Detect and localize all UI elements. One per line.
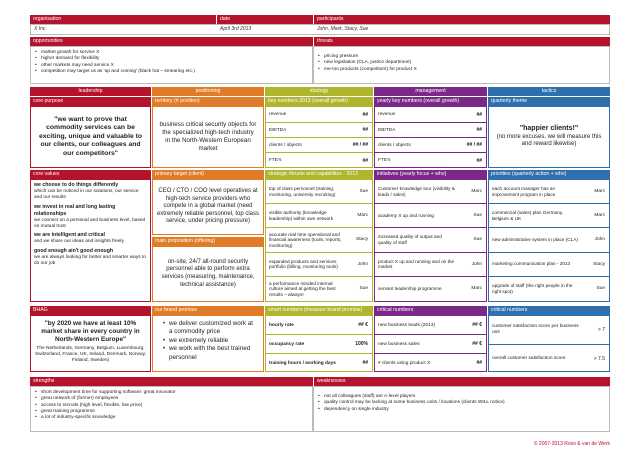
thrust-row <box>266 180 372 204</box>
priority-row-text: commercial (sales) plan Germany, Belgium & UK <box>492 210 564 221</box>
section-strategy: strategy <box>265 87 373 96</box>
core-value-2-text: we connect on a personal and business level, based on mutual trust <box>34 217 146 229</box>
opportunity-item: • market growth for service X <box>35 50 308 56</box>
core-purpose-box <box>30 106 151 168</box>
bhag-label: BHAG <box>30 306 151 315</box>
cn-key: new business sales <box>378 341 420 347</box>
kn-row <box>266 138 372 153</box>
weaknesses-list <box>314 387 609 416</box>
key-numbers-2013-label: key numbers 2013 (overall growth) <box>265 97 373 106</box>
priority-row-text: each account manager has an improvement program in place <box>492 186 556 197</box>
strengths-label: strengths <box>30 377 313 386</box>
quarterly-theme-box <box>488 106 610 168</box>
participants-label: participants <box>313 15 610 24</box>
priority-row <box>489 277 609 301</box>
quarterly-theme-label: quarterly theme <box>488 97 610 106</box>
main-proposition-text: on-site, 24/7 all-round security personnel able to perform extra services (measuring, maintenance, technical assistance) <box>161 258 255 288</box>
priority-row <box>489 180 609 204</box>
initiative-row-owner: Marc <box>471 286 482 292</box>
kn-key: revenue <box>269 112 287 117</box>
brand-promise-box <box>152 315 264 372</box>
cn-row <box>375 335 486 354</box>
priority-row-owner: Marc <box>594 189 605 195</box>
cn-value: ## <box>476 360 482 366</box>
brand-promise-list <box>153 316 263 366</box>
critical-numbers-tactics-box <box>488 315 610 372</box>
priority-row-text: new administrative system in place (CLA) <box>492 237 578 243</box>
section-management: management <box>374 87 487 96</box>
bhag-box <box>30 315 151 372</box>
bhag-text: The Netherlands, Germany, Belgium, Luxembourg, Switzerland, France, UK, Ireland, Denmark, Norway, Finland, Sweden) <box>34 346 147 363</box>
yearly-key-numbers-box <box>374 106 487 168</box>
initiative-row <box>375 253 486 277</box>
kn-row <box>266 107 372 123</box>
initiative-row <box>375 204 486 228</box>
core-values-label: core values <box>30 170 151 179</box>
smart-key: hourly rate <box>269 322 294 328</box>
kn-row <box>266 153 372 168</box>
priority-row <box>489 228 609 252</box>
initiative-row-owner: Marc <box>471 189 482 195</box>
ykn-row <box>375 123 486 138</box>
thrust-row-owner: Marc <box>357 213 368 219</box>
territory-box <box>152 106 264 168</box>
thrust-row-text: expanded products and services portfolio (billing, monitoring tools) <box>269 258 338 270</box>
priority-row-text: marketing communication plan - 2013 <box>492 261 571 267</box>
thrust-row-text: visible authority (knowledge leadership) within own network <box>269 210 334 221</box>
thrust-row <box>266 228 372 252</box>
weakness-item: • quality control may be lacking at some business units / locations (clients WILL notice) <box>318 400 605 406</box>
priorities-box <box>488 179 610 302</box>
priority-row-owner: Sue <box>596 286 605 292</box>
priority-row <box>489 253 609 277</box>
initiative-row-text: Customer knowledge tour (visibility & leads / sales) <box>378 186 455 197</box>
ykn-key: EBITDA <box>378 127 396 133</box>
critical-numbers-mgmt-box <box>374 315 487 372</box>
strength-item: • access to recruits (high level, flexible, low price) <box>35 403 308 409</box>
core-value-1-text: which can be noticed in our solutions, our service and our results <box>34 189 139 200</box>
strength-item: • short development time for supporting software: great innovator <box>35 390 308 396</box>
section-leadership: leadership <box>30 87 151 96</box>
smart-value: ## € <box>358 322 368 328</box>
territory-text: business critical security objects for the specialized high-tech industry in the North-Western European market <box>159 120 257 153</box>
brand-promise-label: our brand promise <box>152 306 264 315</box>
core-purpose-label: core purpose <box>30 97 151 106</box>
meta-row <box>30 24 610 35</box>
core-value-1-title: we choose to do things differently <box>34 182 119 188</box>
cn-value: ## € <box>472 341 482 347</box>
section-tactics: tactics <box>488 87 610 96</box>
weakness-item: • not all colleagues (staff) are A-level players <box>318 394 605 400</box>
initiative-row-text: product X up and running and on the market <box>378 258 455 270</box>
threat-item: • pricing pressure <box>318 54 605 60</box>
strength-item: • a lot of industry-specific knowledge <box>35 415 308 421</box>
cnt-row <box>489 316 609 345</box>
smart-row <box>266 354 372 372</box>
smart-numbers-box <box>265 315 373 372</box>
main-proposition-label: main proposition (offering) <box>152 237 264 246</box>
quarterly-theme-text: (no more excuses, we will measure this and reward likewise) <box>496 133 602 148</box>
core-values-box <box>30 179 151 302</box>
initiative-row-owner: Sue <box>473 237 482 243</box>
organisation-value: X Inc. <box>34 26 47 32</box>
strengths-list <box>31 387 312 424</box>
core-value-2-title: we invest in real and long lasting relationships <box>34 203 116 217</box>
date-value: April 3rd 2013 <box>220 26 252 32</box>
strength-item: • great network of (former) employees <box>35 396 308 402</box>
cn-row <box>375 354 486 372</box>
ykn-key: clients / objects <box>378 142 411 148</box>
smart-row <box>266 335 372 354</box>
primary-target-box <box>152 179 264 235</box>
priority-row-text: upgrade of staff (the right people in the right spot) <box>492 283 573 294</box>
organisation-label: organisation <box>30 15 216 24</box>
section-positioning: positioning <box>152 87 264 96</box>
ykn-row <box>375 153 486 168</box>
initiative-row-owner: John <box>471 261 482 267</box>
key-numbers-2013-box <box>265 106 373 168</box>
date-label: date <box>216 15 313 24</box>
cn-row <box>375 316 486 335</box>
ykn-value: ## <box>476 157 482 164</box>
strength-item: • great training programme <box>35 409 308 415</box>
core-value-4-title: good enough ain't good enough <box>34 247 114 254</box>
core-value-3-text: and we share our ideas and insights freely <box>34 239 124 244</box>
yearly-key-numbers-label: yearly key numbers (overall growth) <box>374 97 487 106</box>
threats-box <box>313 46 610 84</box>
initiative-row-text: academy X up and running <box>378 212 435 218</box>
priority-row-owner: Marc <box>594 213 605 219</box>
initiative-row <box>375 228 486 252</box>
ykn-value: ## / ## <box>466 142 482 148</box>
thrust-row <box>266 277 372 301</box>
initiatives-box <box>374 179 487 302</box>
priorities-label: priorities (quarterly action + who) <box>488 170 610 179</box>
smart-key: occupancy rate <box>269 341 305 347</box>
kn-key: FTE's <box>269 158 282 163</box>
smart-value: 100% <box>355 341 368 347</box>
critical-numbers-tactics-label: critical numbers <box>488 306 610 315</box>
opportunity-item: • competition may target us as 'up and coming' (black hat – smearing etc.) <box>35 69 308 75</box>
quarterly-theme-quote: "happier clients!" <box>519 125 579 133</box>
thrust-row <box>266 253 372 277</box>
opportunities-box <box>30 46 313 84</box>
threats-label: threats <box>313 37 610 46</box>
weakness-item: • dependency on single industry <box>318 407 605 413</box>
smart-key: training hours / working days <box>269 360 336 366</box>
participants-value: John, Mark, Stacy, Sue <box>317 26 369 32</box>
priority-row-owner: John <box>594 237 605 243</box>
smart-row <box>266 316 372 335</box>
threat-item: • new legislation (CLA, justice department) <box>318 60 605 66</box>
kn-value: ## <box>362 157 368 164</box>
thrust-row-owner: Stacy <box>356 237 368 243</box>
cn-key: # clients using product X <box>378 360 431 366</box>
priority-row <box>489 204 609 228</box>
weaknesses-label: weaknesses <box>313 377 610 386</box>
kn-value: ## <box>362 127 368 133</box>
primary-target-label: primary target (client) <box>152 170 264 179</box>
strategic-thrusts-label: strategic thrusts and capabilities - 2013 <box>265 170 373 179</box>
cn-value: ## € <box>472 322 482 328</box>
kn-value: ## <box>362 111 368 118</box>
main-proposition-box <box>152 246 264 302</box>
ykn-value: ## <box>476 127 482 133</box>
cnt-key: customer satisfaction score per business unit <box>492 324 579 335</box>
initiatives-label: initiatives (yearly focus + who) <box>374 170 487 179</box>
ykn-key: FTE's <box>378 158 391 163</box>
bhag-quote: "by 2020 we have at least 10% market share in every country in North-Western Europe" <box>41 320 140 343</box>
priority-row-owner: Stacy <box>593 261 605 267</box>
initiative-row <box>375 180 486 204</box>
primary-target-text: CEO / CTO / COO level operatives at high-tech service providers who compete in a global market (need extremely reliable personnel, top class service, under pricing pressure) <box>156 188 260 225</box>
cn-key: new business leads (2013) <box>378 322 436 328</box>
initiative-row-text: servant leadership programme <box>378 286 442 292</box>
initiative-row <box>375 277 486 301</box>
cnt-key: overall customer satisfaction score <box>492 355 566 361</box>
kn-row <box>266 123 372 138</box>
ykn-value: ## <box>476 111 482 118</box>
cnt-value: > 7.5 <box>593 355 605 362</box>
brand-promise-item: • we deliver customized work at a commodity price <box>163 320 253 337</box>
opportunity-item: • higher demand for flexibility <box>35 56 308 62</box>
brand-promise-item: • we work with the best trained personnel <box>163 345 253 362</box>
threats-list <box>314 47 609 76</box>
critical-numbers-mgmt-label: critical numbers <box>374 306 487 315</box>
core-purpose-text: "we want to prove that commodity services can be exciting, unique and valuable to our clients, our colleagues and our competitors" <box>38 115 143 157</box>
kn-value: ## / ## <box>352 142 368 148</box>
strategic-thrusts-box <box>265 179 373 302</box>
brand-promise-item: • we extremely reliable <box>163 337 253 345</box>
opportunities-list <box>31 47 312 78</box>
opportunity-item: • other markets may need service X <box>35 63 308 69</box>
initiative-row-text: increased quality of output and quality of staff <box>378 234 442 245</box>
kn-key: EBITDA <box>269 127 287 133</box>
core-value-3-title: we are intelligent and critical <box>34 232 105 238</box>
thrust-row-text: accurate real time operational and financial awareness (tools, reports, monitoring) <box>269 231 342 248</box>
ykn-key: revenue <box>378 112 396 117</box>
initiative-row-owner: Sue <box>473 213 482 219</box>
threat-item: • me-too products (competitors) for product X <box>318 67 605 73</box>
opportunities-label: opportunities <box>30 37 313 46</box>
thrust-row-owner: John <box>357 261 368 267</box>
thrust-row-owner: Sue <box>359 189 368 195</box>
kn-key: clients / objects <box>269 142 302 148</box>
cnt-value: > 7 <box>597 327 605 333</box>
thrust-row-owner: Sue <box>359 286 368 292</box>
ykn-row <box>375 107 486 123</box>
territory-label: territory (# position) <box>152 97 264 106</box>
cnt-row <box>489 345 609 372</box>
thrust-row <box>266 204 372 228</box>
smart-value: ## <box>362 360 368 366</box>
strengths-box <box>30 386 313 432</box>
thrust-row-text: top of class personnel (training, monitoring, university recruiting) <box>269 186 336 197</box>
weaknesses-box <box>313 386 610 432</box>
ykn-row <box>375 138 486 153</box>
smart-numbers-label: smart numbers (measure brand promise) <box>265 306 373 315</box>
copyright: © 2007-2013 Roos & van de Werk <box>533 441 610 447</box>
core-value-4-text: we are always looking for better and smarter ways to do our job <box>34 254 146 266</box>
thrust-row-text: a performance minded internal culture aimed at getting the best results – always! <box>269 280 336 297</box>
